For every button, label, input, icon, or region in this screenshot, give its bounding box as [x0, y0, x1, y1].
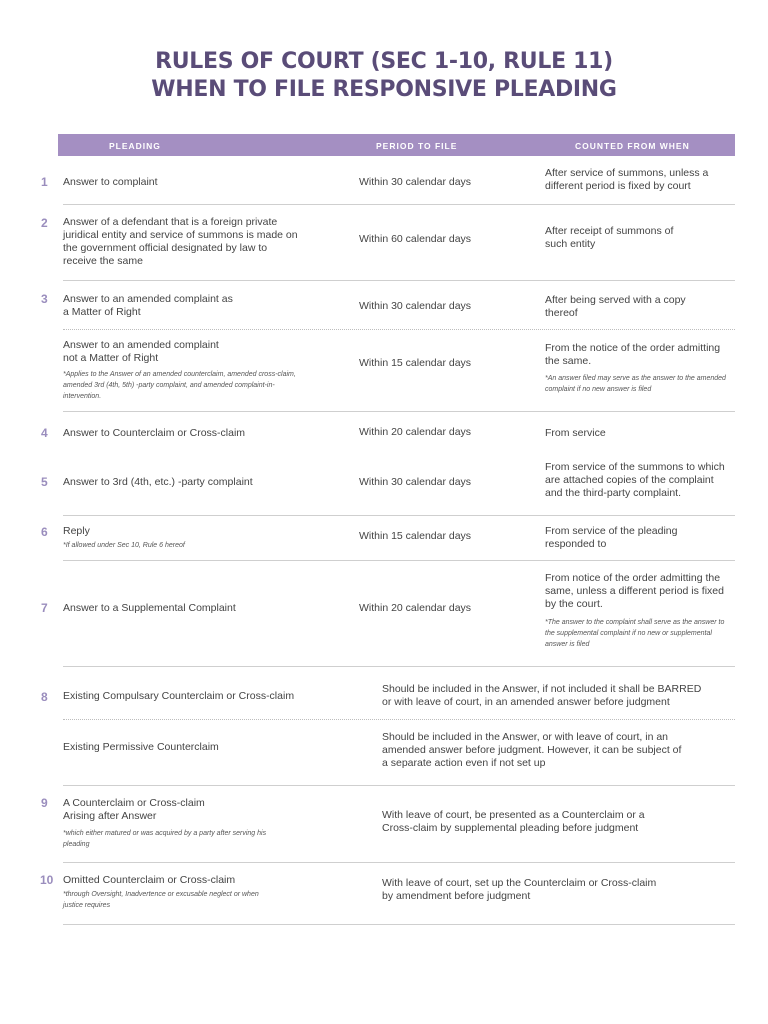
- rule-cell: With leave of court, set up the Counterclaim or Cross-claim by amendment before judgment: [382, 877, 657, 902]
- rule-cell: Should be included in the Answer, or with leave of court, in an amended answer before judgment. However, it can be subject of a separate action even if not set up: [382, 731, 682, 769]
- row-number: 10: [40, 873, 54, 887]
- pleading-note: *which either matured or was acquired by a party after serving his pleading: [63, 830, 267, 848]
- row-divider: [63, 411, 735, 412]
- pleading-cell: Answer to an amended complaint not a Matter of Right: [63, 339, 219, 364]
- counted-cell: From service of the pleading responded to: [545, 525, 678, 550]
- title-line-2: WHEN TO FILE RESPONSIVE PLEADING: [151, 77, 617, 102]
- period-cell: Within 20 calendar days: [359, 426, 472, 438]
- row-number: 2: [41, 216, 48, 230]
- pleading-note: *through Oversight, Inadvertence or excusable neglect or when justice requires: [63, 891, 259, 909]
- title-line-1: RULES OF COURT (SEC 1-10, RULE 11): [155, 49, 613, 74]
- row-number: 3: [41, 292, 48, 306]
- period-cell: Within 15 calendar days: [359, 530, 472, 542]
- row-divider: [63, 515, 735, 516]
- counted-cell: From service: [545, 427, 606, 439]
- period-cell: Within 30 calendar days: [359, 176, 472, 188]
- pleading-note: *If allowed under Sec 10, Rule 6 hereof: [63, 542, 185, 549]
- row-divider-dotted: [63, 329, 735, 330]
- pleading-cell: Answer to 3rd (4th, etc.) -party complaint: [63, 476, 253, 488]
- pleading-cell: Answer to a Supplemental Complaint: [63, 602, 236, 614]
- row-number: 5: [41, 475, 48, 489]
- row-divider-dotted: [63, 719, 735, 720]
- row-divider: [63, 280, 735, 281]
- rule-cell: With leave of court, be presented as a Counterclaim or a Cross-claim by supplemental pleading before judgment: [382, 809, 645, 834]
- header-pleading: PLEADING: [109, 141, 161, 151]
- pleading-cell: Omitted Counterclaim or Cross-claim: [63, 874, 236, 886]
- period-cell: Within 20 calendar days: [359, 602, 472, 614]
- period-cell: Within 15 calendar days: [359, 357, 472, 369]
- row-divider: [63, 862, 735, 863]
- pleading-cell: A Counterclaim or Cross-claim Arising after Answer: [63, 797, 205, 822]
- period-cell: Within 60 calendar days: [359, 233, 472, 245]
- row-number: 8: [41, 690, 48, 704]
- row-number: 7: [41, 601, 48, 615]
- table-header: [58, 134, 735, 156]
- counted-cell: After receipt of summons of such entity: [545, 225, 674, 250]
- row-divider: [63, 785, 735, 786]
- counted-note: *An answer filed may serve as the answer to the amended complaint if no new answer is filed: [545, 375, 726, 393]
- pleading-note: *Applies to the Answer of an amended counterclaim, amended cross-claim, amended 3rd (4th, 5th) -party complaint, and amended complaint-in-intervention.: [63, 371, 296, 400]
- pleading-cell: Reply: [63, 525, 90, 537]
- counted-cell: After being served with a copy thereof: [545, 294, 686, 319]
- pleading-cell: Answer of a defendant that is a foreign private juridical entity and service of summons is made on the government official designated by law to receive the same: [63, 216, 298, 267]
- row-divider: [63, 924, 735, 925]
- row-divider: [63, 666, 735, 667]
- page-title: [0, 48, 768, 104]
- counted-cell: After service of summons, unless a different period is fixed by court: [545, 167, 709, 192]
- period-cell: Within 30 calendar days: [359, 300, 472, 312]
- pleading-cell: Answer to an amended complaint as a Matter of Right: [63, 293, 233, 318]
- counted-cell: From service of the summons to which are attached copies of the complaint and the third-party complaint.: [545, 461, 725, 499]
- header-counted: COUNTED FROM WHEN: [575, 141, 690, 151]
- row-number: 4: [41, 426, 48, 440]
- row-number: 9: [41, 796, 48, 810]
- pleading-cell: Answer to complaint: [63, 176, 158, 188]
- counted-cell: From the notice of the order admitting the same.: [545, 342, 721, 367]
- pleading-cell: Answer to Counterclaim or Cross-claim: [63, 427, 246, 439]
- header-period: PERIOD TO FILE: [376, 141, 458, 151]
- counted-note: *The answer to the complaint shall serve as the answer to the supplemental complaint if no new or supplemental answer is filed: [545, 619, 725, 648]
- row-number: 6: [41, 525, 48, 539]
- row-number: 1: [41, 175, 48, 189]
- pleading-cell: Existing Permissive Counterclaim: [63, 741, 219, 753]
- row-divider: [63, 204, 735, 205]
- period-cell: Within 30 calendar days: [359, 476, 472, 488]
- row-divider: [63, 560, 735, 561]
- rule-cell: Should be included in the Answer, if not included it shall be BARRED or with leave of court, in an amended answer before judgment: [382, 683, 702, 708]
- pleading-cell: Existing Compulsary Counterclaim or Cross-claim: [63, 690, 295, 702]
- counted-cell: From notice of the order admitting the same, unless a different period is fixed by the court.: [545, 572, 724, 610]
